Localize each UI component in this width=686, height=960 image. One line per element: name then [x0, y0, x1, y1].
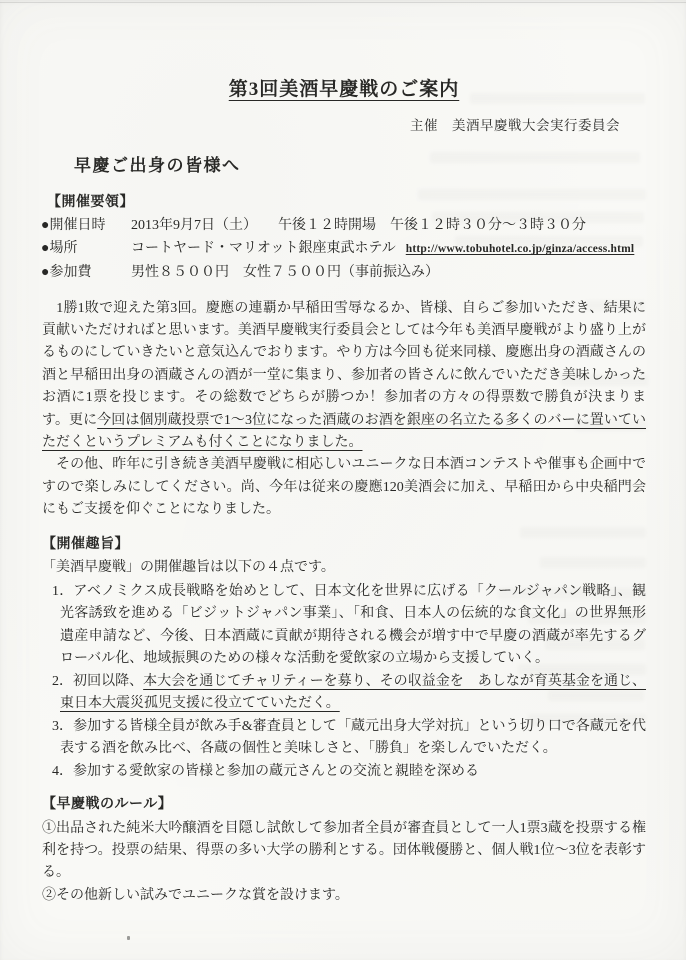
document-content [42, 0, 646, 907]
purpose-item-3-text: 参加する皆様全員が飲み手&審査員として「蔵元出身大学対抗」という切り口で各蔵元を代表する酒を飲み比べ、各蔵の個性と美味しさと、「勝負」を楽しんでいただく。 [60, 718, 647, 757]
event-venue-row [41, 237, 646, 261]
purpose-lead: 「美酒早慶戦」の開催趣旨は以下の４点です。 [42, 560, 335, 576]
purpose-item-4 [52, 761, 646, 784]
purpose-item-3 [52, 716, 646, 761]
purpose-item-3-num: 3． [52, 718, 74, 734]
event-outline-section [42, 191, 646, 285]
outline-heading: 【開催要領】 [47, 193, 134, 209]
event-datetime-row [41, 214, 646, 237]
organizer-line: 主催 美酒早慶戦大会実行委員会 [410, 118, 620, 133]
document-title-text: 第3回美酒早慶戦のご案内 [228, 79, 460, 100]
purpose-item-1-num: 1． [52, 583, 74, 599]
purpose-item-1-text: アベノミクス成長戦略を始めとして、日本文化を世界に広げる「クールジャパン戦略」、観光客誘致を進める「ビジットジャパン事業」、「和食、日本人の伝統的な食文化」の世界無形遺産申請など、今後、日本酒蔵に貢献が期待される機会が増す中で早慶の酒蔵が率先するグローバル化、地域振興のための様々な活動を愛飲家の立場から支援していく。 [60, 583, 647, 667]
datetime-value: 2013年9月7日（土） 午後１２時開場 午後１２時３０分～３時３０分 [131, 218, 586, 233]
fee-label: ●参加費 [41, 265, 92, 281]
rules-section [42, 792, 646, 907]
intro-paragraph-1 [42, 298, 646, 455]
rules-heading: 【早慶戦のルール】 [42, 795, 173, 812]
intro-paragraph-1-plain: 1勝1敗で迎えた第3回。慶應の連覇か早稲田雪辱なるか、皆様、自らご参加いただき、結果に貢献いただければと思います。美酒早慶戦実行委員会としては今年も美酒早慶戦がより盛り上がるものにしていきたいと意気込んでおります。やり方は今回も従来同様、慶應出身の酒蔵さんの酒と早稲田出身の酒蔵さんの酒が一堂に集まり、参加者の皆さんに飲んでいただき美味しかったお酒に1票を投じます。その総数でどちらが勝つか！参加者の方々の得票数で勝負が決まります。更に [42, 300, 646, 428]
purpose-item-2-text: 初回以降、 [73, 673, 144, 689]
venue-name: コートヤード・マリオット銀座東武ホテル [131, 241, 396, 257]
datetime-label: ●開催日時 [41, 218, 106, 233]
intro-section [42, 298, 646, 522]
purpose-item-4-num: 4． [52, 763, 73, 779]
purpose-item-1 [52, 581, 646, 671]
purpose-section [42, 532, 646, 784]
intro-paragraph-2: その他、昨年に引き続き美酒早慶戦に相応しいユニークな日本酒コンテストや催事も企画中ですので楽しみにしてください。尚、今年は従来の慶應120美酒会に加え、早稲田から中央稲門会にもご支援を仰ぐことになりました。 [42, 457, 646, 518]
purpose-item-2-underlined: 本大会を通じてチャリティーを募り、その収益金を あしなが育英基金を通じ、東日本大震災孤児支援に役立てていただく。 [60, 673, 647, 712]
venue-label: ●場所 [41, 241, 78, 257]
intro-paragraph-1-underlined: 今回は個別蔵投票で1～3位になった酒蔵のお酒を銀座の名立たる多くのバーに置いていただくというプレミアムも付くことになりました。 [42, 412, 646, 451]
rules-item-1: ①出品された純米大吟醸酒を目隠し試飲して参加者全員が審査員として一人1票3蔵を投票する権利を持つ。投票の結果、得票の多い大学の勝利とする。団体戦優勝と、個人戦1位～3位を表彰する。 [42, 820, 646, 881]
purpose-item-2 [52, 671, 646, 716]
fee-value: 男性８５００円 女性７５００円（事前振込み） [131, 265, 439, 281]
salutation: 早慶ご出身の皆様へ [74, 156, 241, 175]
venue-url: http://www.tobuhotel.co.jp/ginza/access.html [405, 243, 635, 256]
event-fee-row [41, 261, 646, 284]
rules-item-2: ②その他新しい試みでユニークな賞を設けます。 [42, 887, 349, 903]
document-title [42, 74, 646, 101]
venue-value [131, 237, 646, 261]
purpose-item-4-text: 参加する愛飲家の皆様と参加の蔵元さんとの交流と親睦を深める [73, 763, 479, 779]
scan-speck-artifact [127, 936, 130, 940]
purpose-heading: 【開催趣旨】 [42, 534, 129, 551]
purpose-item-2-num: 2． [52, 673, 74, 689]
